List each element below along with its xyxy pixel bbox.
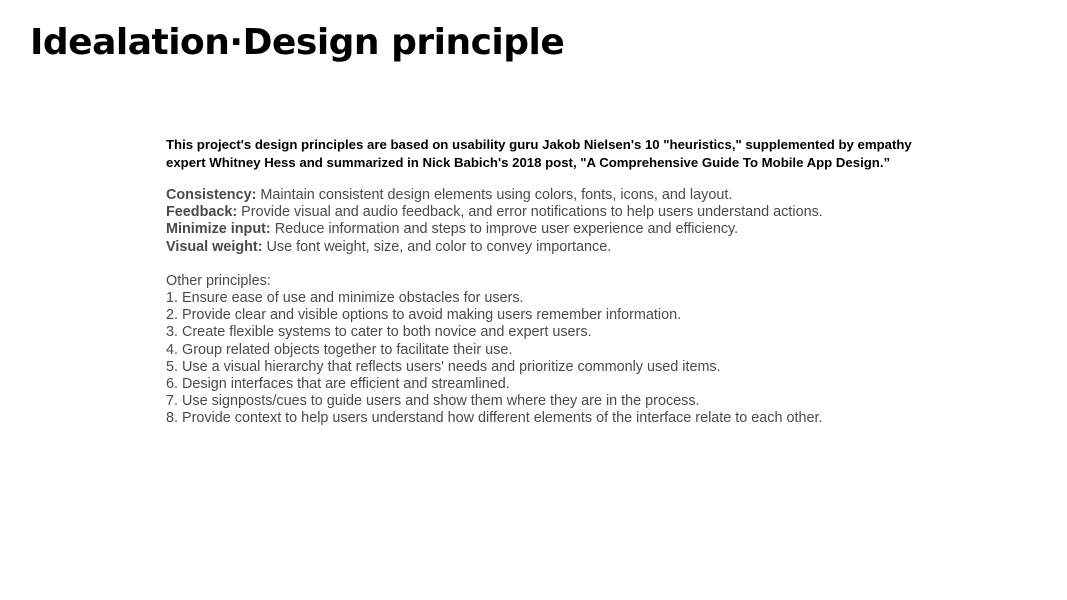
list-item: 5. Use a visual hierarchy that reflects users' needs and prioritize commonly used items.: [166, 358, 721, 375]
list-item: 3. Create flexible systems to cater to both novice and expert users.: [166, 324, 592, 341]
principle-description: Reduce information and steps to improve user experience and efficiency.: [270, 221, 739, 238]
list-item: 6. Design interfaces that are efficient and streamlined.: [166, 376, 510, 393]
principle-description: Use font weight, size, and color to convey importance.: [262, 238, 612, 255]
content-area: [166, 136, 926, 428]
principle-visual-weight: [166, 239, 926, 256]
slide-title: Idealation·Design principle: [30, 22, 565, 63]
principle-feedback: [166, 204, 926, 221]
list-item: 2. Provide clear and visible options to avoid making users remember information.: [166, 307, 682, 324]
principle-minimize-input: [166, 221, 926, 238]
principle-term: Feedback:: [166, 204, 238, 221]
principle-term: Visual weight:: [166, 238, 263, 255]
principles-list: [166, 187, 926, 256]
principle-consistency: [166, 187, 926, 204]
list-item: 1. Ensure ease of use and minimize obstacles for users.: [166, 290, 524, 307]
principle-term: Minimize input:: [166, 221, 271, 238]
list-item: 7. Use signposts/cues to guide users and show them where they are in the process.: [166, 393, 700, 410]
intro-paragraph: This project's design principles are based on usability guru Jakob Nielsen's 10 "heuristics," supplemented by empathy expert Whitney Hess and summarized in Nick Babich's 2018 post, "A Comprehensive Guide To Mobile App Design.”: [166, 137, 912, 170]
list-item: 4. Group related objects together to facilitate their use.: [166, 341, 513, 358]
other-principles-list: [166, 290, 926, 428]
principle-description: Maintain consistent design elements using colors, fonts, icons, and layout.: [256, 187, 733, 203]
other-principles-heading: Other principles:: [166, 272, 271, 289]
principle-description: Provide visual and audio feedback, and error notifications to help users understand actions.: [237, 204, 823, 221]
list-item: 8. Provide context to help users understand how different elements of the interface relate to each other.: [166, 410, 823, 427]
principle-term: Consistency:: [166, 187, 257, 203]
